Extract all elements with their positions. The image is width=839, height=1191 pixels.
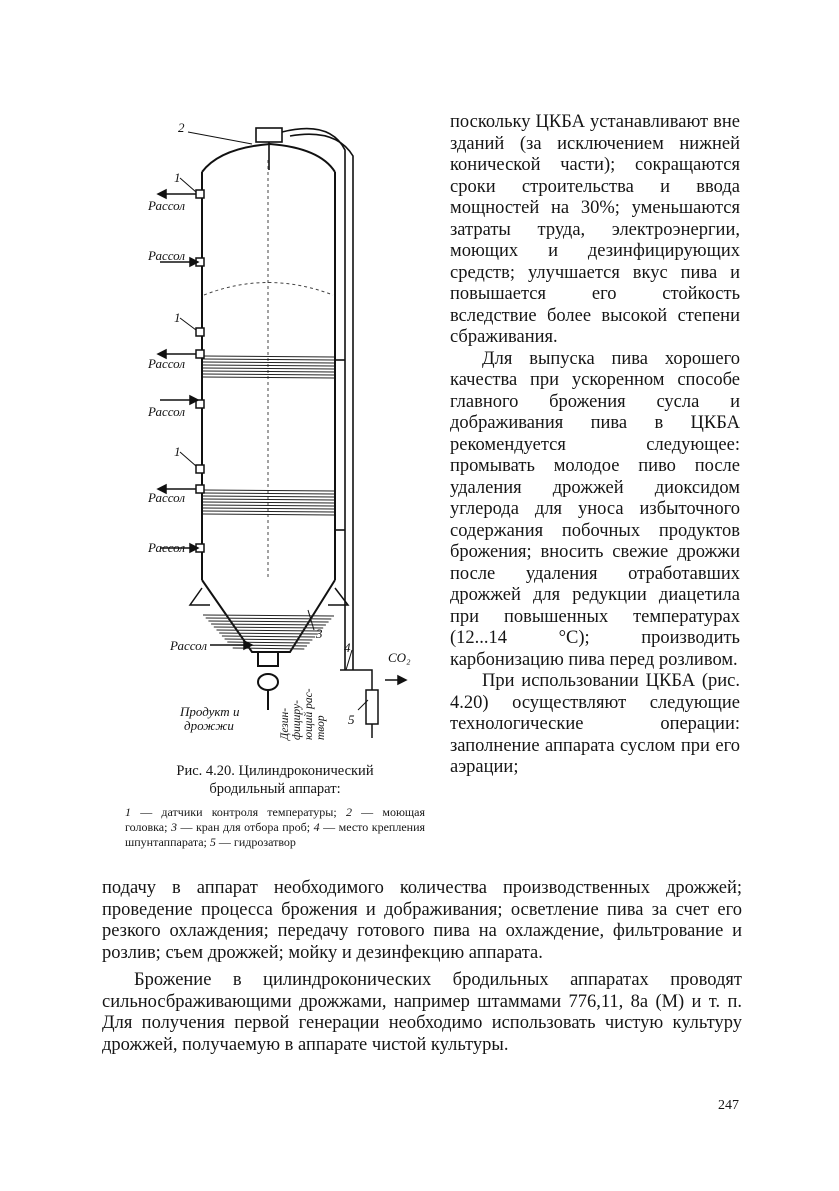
paragraph-1: поскольку ЦКБА устанавливают вне зданий (за исключением нижней конической части); сокращаются сроки строительства и ввода мощностей на 30%; уменьшаются затраты труда, электроэнергии, моющих и дезинфицирующих средств; улучшается вкус пива и повышается его стойкость вследствие более высокой степени сбраживания.: [450, 112, 740, 347]
co2-label: CO₂: [388, 650, 411, 665]
cooling-coil-line: [217, 630, 321, 631]
cooling-coil-line: [214, 627, 323, 628]
cooling-coil-line: [203, 371, 334, 372]
wash-head: [256, 128, 282, 170]
callout-1c: 1: [174, 444, 181, 459]
callout-4: 4: [344, 640, 351, 655]
cooling-coil-line: [203, 508, 334, 509]
disinfect-label-2: фициру-: [291, 700, 303, 740]
cooling-coil-line: [203, 615, 334, 616]
cooling-coil-line: [203, 377, 334, 378]
cooling-coil-line: [203, 356, 334, 357]
page-number: 247: [718, 1098, 739, 1113]
disinfect-label-3: ющий рас-: [303, 688, 315, 740]
callout-1b: 1: [174, 310, 181, 325]
cooling-jackets: [203, 356, 334, 649]
cooling-coil-line: [203, 499, 334, 500]
cooling-coil-line: [219, 633, 318, 634]
cooling-coil-line: [208, 621, 328, 622]
brine-label-2: Рассол: [148, 248, 186, 263]
product-label-1: Продукт и: [180, 704, 240, 719]
paragraph-2: Для выпуска пива хорошего качества при ускоренном способе главного брожения сусла и дображивания пива в ЦКБА рекомендуется следующее: промывать молодое пиво после удаления дрожжей диоксидом углерода для уноса избыточного содержания побочных продуктов брожения; вносить свежие дрожжи после удаления отработавших дрожжей для редукции диацетила при повышенных температурах (12...14 °С); производить карбонизацию пива перед розливом.: [450, 348, 740, 670]
paragraph-4: Брожение в цилиндроконических бродильных аппаратах проводят сильносбраживающими дрожжами, например штаммами 776,11, 8а (М) и т. п. Для получения первой генерации необходимо использовать чистую культуру дрожжей, получаемую в аппарате чистой культуры.: [102, 970, 742, 1055]
disinfect-label-4: твор: [315, 715, 327, 740]
cooling-coil-line: [225, 639, 313, 640]
cooling-coil-line: [206, 618, 332, 619]
figure-legend: 1 — датчики контроля температуры; 2 — моющая головка; 3 — кран для отбора проб; 4 — место крепления шпунтаппарата; 5 — гидрозатвор: [125, 805, 426, 849]
paragraph-3: При использовании ЦКБА (рис. 4.20) осуществляют следующие технологические операции: заполнение аппарата суслом при его аэрации;: [450, 671, 740, 777]
brine-label-1: Рассол: [148, 198, 186, 213]
full-width-text: [102, 878, 742, 1056]
brine-label-6: Рассол: [148, 540, 186, 555]
interior-lines: [204, 160, 333, 580]
callout-leaders: [180, 132, 368, 710]
cooling-coil-line: [203, 511, 334, 512]
cooling-coil-line: [227, 642, 309, 643]
cooling-coil-line: [203, 359, 334, 360]
cooling-coil-line: [203, 374, 334, 375]
callout-3: 3: [316, 626, 323, 641]
product-label-2: дрожжи: [184, 718, 234, 733]
fermenter-diagram: [140, 110, 440, 750]
callout-2: 2: [178, 120, 185, 135]
cooling-coil-line: [203, 365, 334, 366]
paragraph-3-continued: подачу в аппарат необходимого количества производственных дрожжей; проведение процесса брожения и дображивания; осветление пива за счет его резкого охлаждения; передачу готового пива на охлаждение, фильтрование и розлив; съем дрожжей; мойку и дезинфекцию аппарата.: [102, 878, 742, 963]
figure-caption-title: Рис. 4.20. Цилиндроконический бродильный аппарат:: [176, 763, 374, 797]
callout-5: 5: [348, 712, 355, 727]
right-column: [450, 112, 740, 779]
brine-label-4: Рассол: [148, 404, 186, 419]
side-pipeline: [282, 129, 353, 670]
cooling-coil-line: [203, 514, 334, 515]
cooling-coil-line: [203, 505, 334, 506]
cooling-coil-line: [203, 490, 334, 491]
brine-label-3: Рассол: [148, 356, 186, 371]
cooling-coil-line: [203, 368, 334, 369]
cooling-coil-line: [203, 496, 334, 497]
cooling-coil-line: [222, 636, 315, 637]
cooling-coil-line: [203, 493, 334, 494]
disinfect-label-1: Дезин-: [279, 707, 291, 740]
cooling-coil-line: [203, 502, 334, 503]
callout-1a: 1: [174, 170, 181, 185]
cooling-coil-line: [211, 624, 326, 625]
brine-label-5: Рассол: [148, 490, 186, 505]
brine-label-7: Рассол: [170, 638, 208, 653]
hydro-seal: [340, 670, 406, 738]
cooling-coil-line: [203, 362, 334, 363]
